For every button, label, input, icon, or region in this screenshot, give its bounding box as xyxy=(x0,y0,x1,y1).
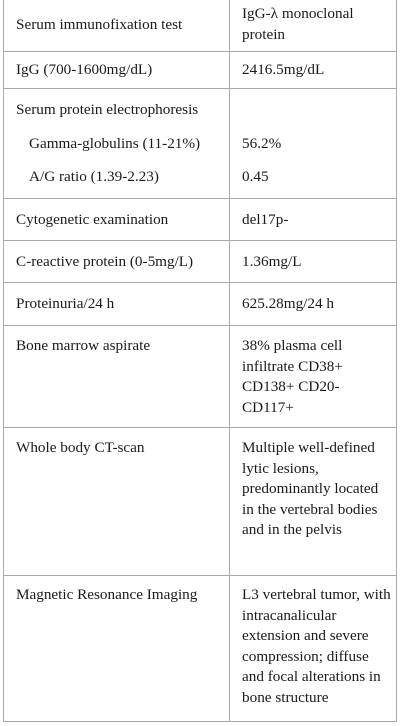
row-value: L3 vertebral tumor, with intracanalicular extension and severe compression; diffuse and focal alterations in bone structure xyxy=(242,586,391,706)
row-label: Whole body CT-scan xyxy=(16,439,145,456)
row-divider xyxy=(4,240,396,241)
row-value: 56.2% xyxy=(242,135,282,152)
row-divider xyxy=(4,51,396,52)
row-divider xyxy=(4,198,396,199)
row-value: Multiple well-defined lytic lesions, predominantly located in the vertebral bodies and in the pelvis xyxy=(242,439,379,538)
row-label: Bone marrow aspirate xyxy=(16,337,151,354)
row-label: Cytogenetic examination xyxy=(16,211,169,228)
row-divider xyxy=(4,325,396,326)
row-label: IgG (700-1600mg/dL) xyxy=(16,61,153,78)
lab-results-table xyxy=(3,0,397,722)
row-label: Proteinuria/24 h xyxy=(16,295,115,312)
row-label: Serum immunofixation test xyxy=(16,16,183,33)
row-label: C-reactive protein (0-5mg/L) xyxy=(16,253,194,270)
row-divider xyxy=(4,282,396,283)
row-value: 625.28mg/24 h xyxy=(242,295,334,312)
row-value: 38% plasma cell infiltrate CD38+ CD138+ CD20- CD117+ xyxy=(242,337,343,416)
row-label: Serum protein electrophoresis xyxy=(16,101,199,118)
row-sublabel: Gamma-globulins (11-21%) xyxy=(29,135,201,152)
row-divider xyxy=(4,88,396,89)
row-value: del17p- xyxy=(242,211,289,228)
row-divider xyxy=(4,575,396,576)
row-divider xyxy=(4,427,396,428)
row-value: 2416.5mg/dL xyxy=(242,61,325,78)
row-sublabel: A/G ratio (1.39-2.23) xyxy=(29,168,159,185)
row-value: IgG-λ monoclonal protein xyxy=(242,5,354,43)
row-label: Magnetic Resonance Imaging xyxy=(16,586,198,603)
column-divider xyxy=(229,0,230,721)
row-value: 1.36mg/L xyxy=(242,253,302,270)
row-value: 0.45 xyxy=(242,168,269,185)
